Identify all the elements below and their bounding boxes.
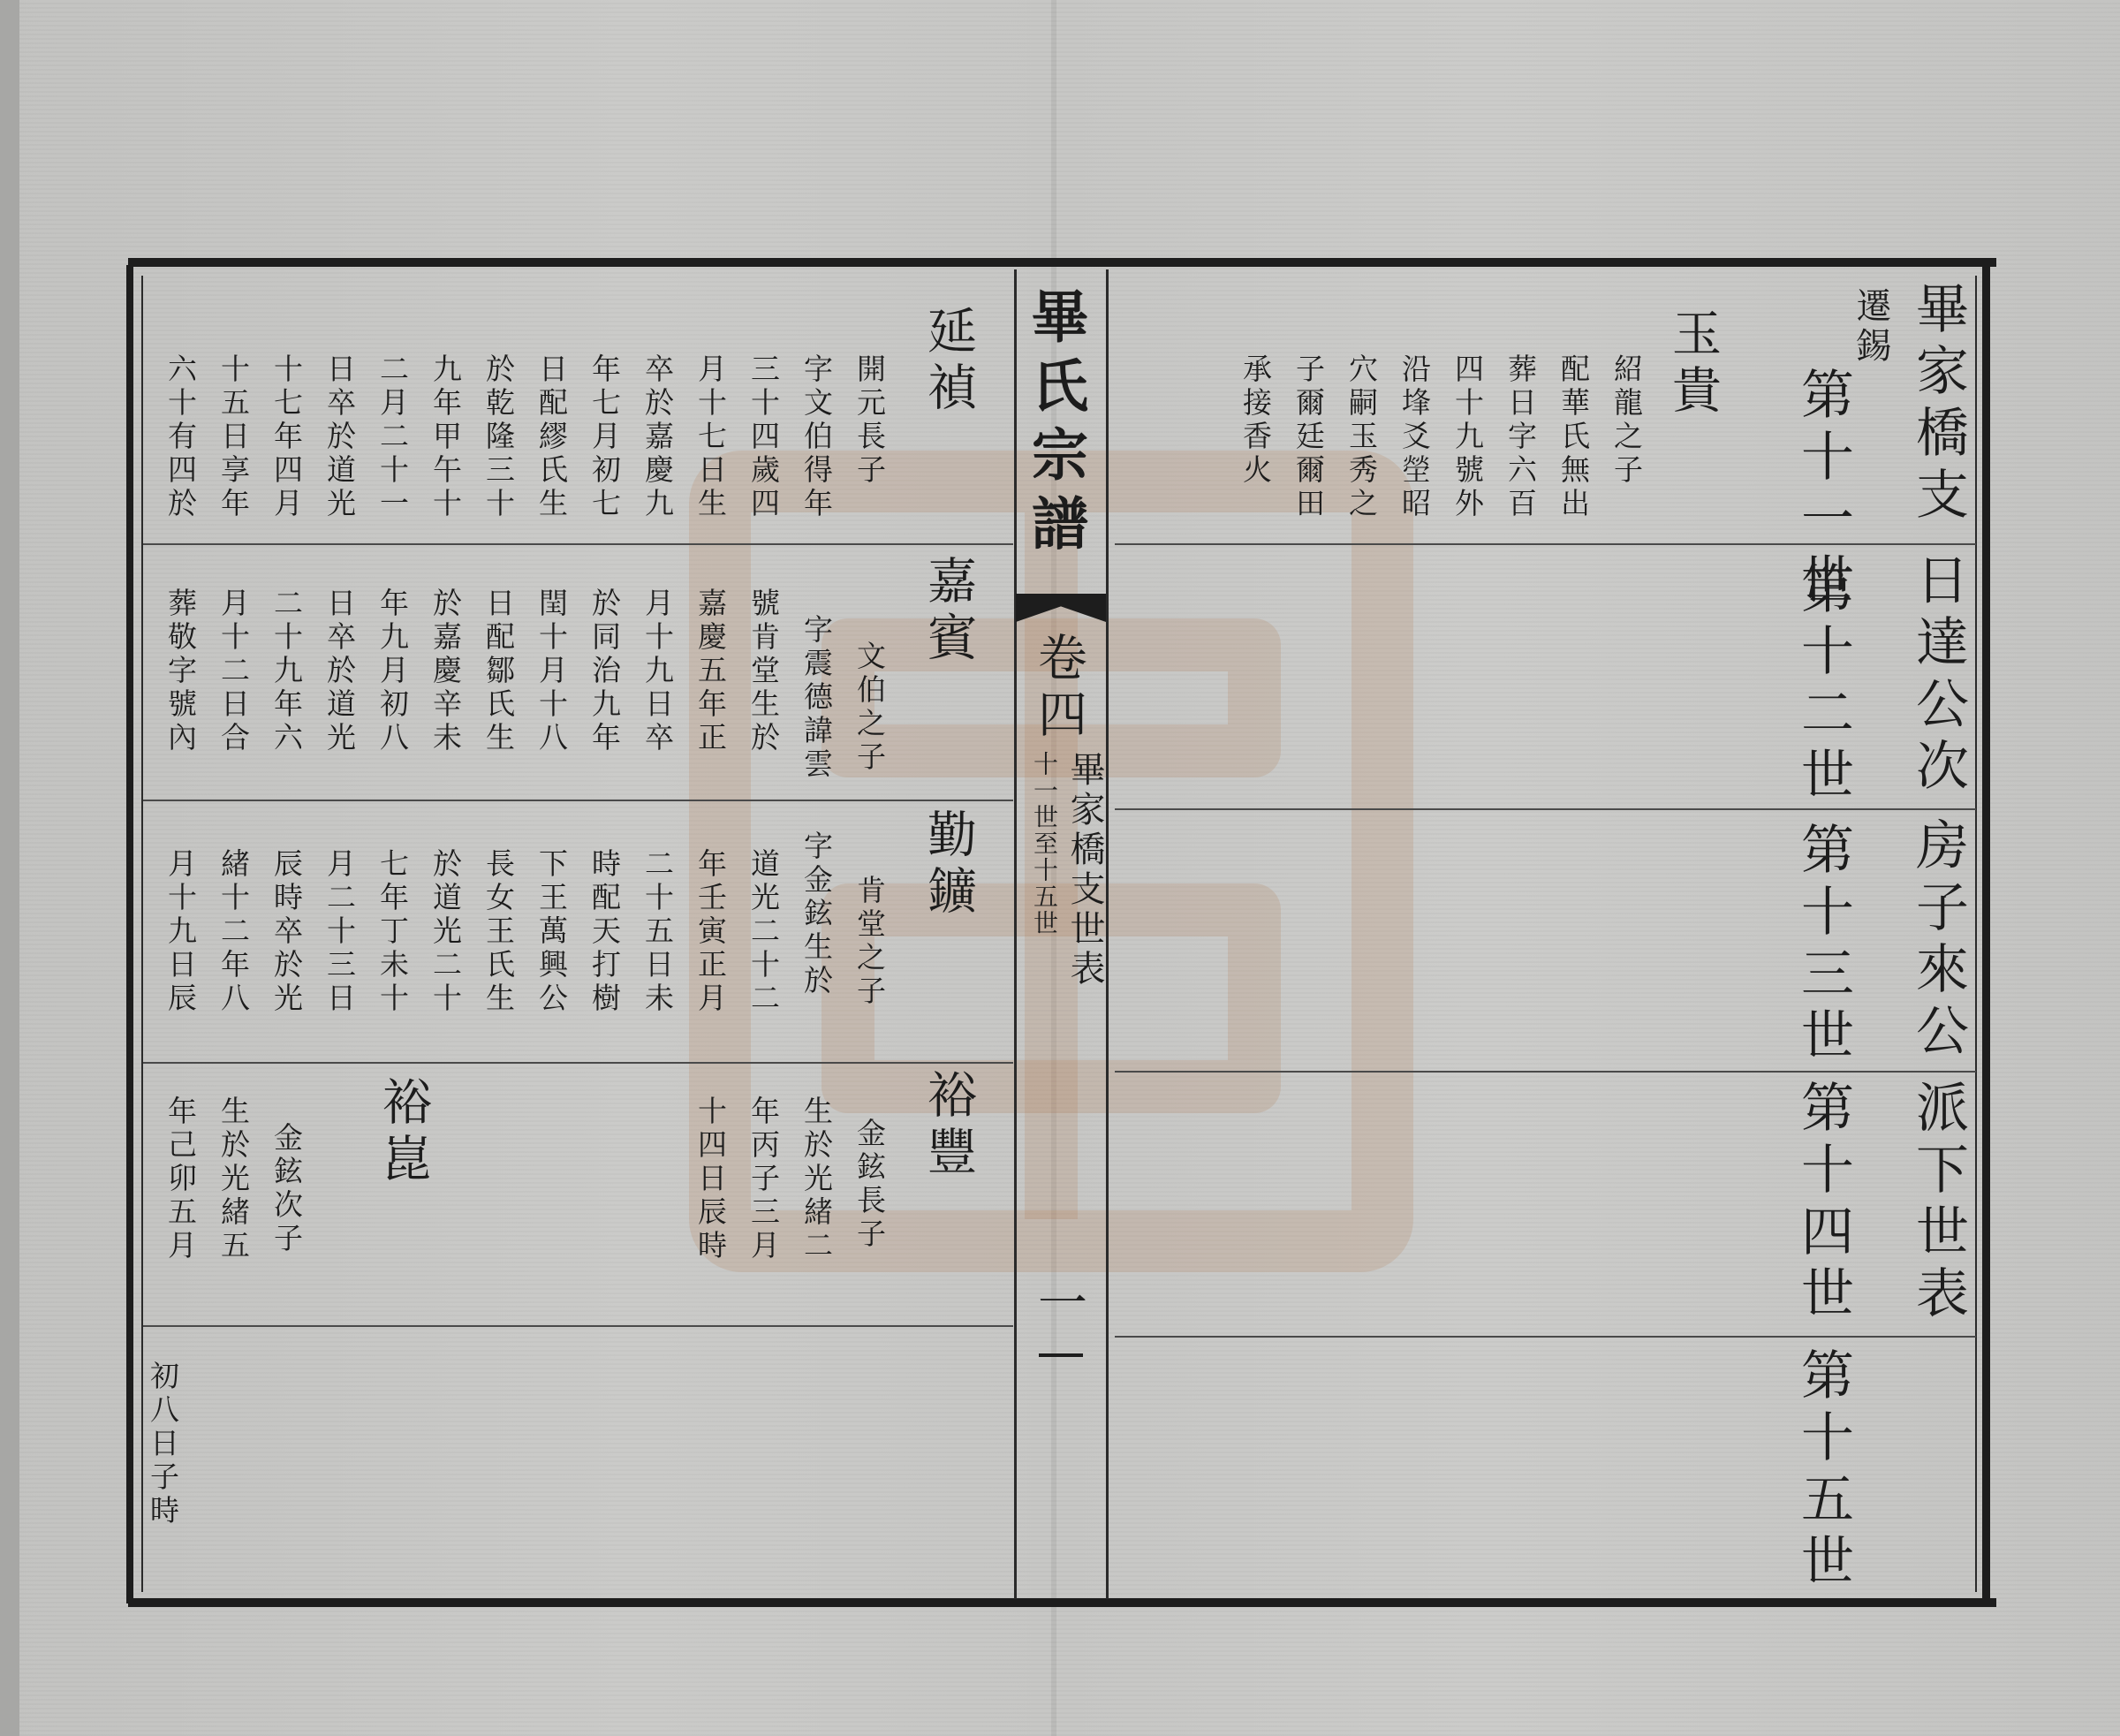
section-label: 畢家橋支世表: [1064, 751, 1105, 989]
register-rule: [1115, 808, 1976, 810]
entry-line: 日配繆氏生: [534, 353, 569, 521]
entry-line: 時配天打樹: [587, 848, 622, 1016]
entry-line: 開元長子: [852, 353, 887, 488]
frame-border-top: [128, 258, 1996, 267]
entry-line: 葬日字六百: [1503, 353, 1538, 521]
spine-rule-right: [1106, 269, 1109, 1599]
entry-line: 紹龍之子: [1609, 353, 1644, 488]
person-name: 延禎: [920, 305, 977, 418]
person-name: 玉貴: [1664, 307, 1722, 421]
register-rule: [143, 1325, 1013, 1327]
entry-line: 年丙子三月: [746, 1095, 781, 1263]
frame-border-right: [1982, 265, 1990, 1603]
entry-line: 七年丁未十: [375, 848, 410, 1016]
person-name: 勤鑛: [920, 808, 977, 921]
entry-line: 年己卯五月: [163, 1095, 198, 1263]
entry-line: 道光二十二: [746, 848, 781, 1016]
generation-12: 第十二世: [1792, 561, 1854, 808]
entry-line: 下王萬興公: [534, 848, 569, 1016]
entry-line: 沿埄爻塋昭: [1397, 353, 1432, 521]
entry-line: 號肯堂生於: [746, 588, 781, 755]
entry-line: 緒十二年八: [216, 848, 251, 1016]
entry-line: 子爾廷爾田: [1291, 353, 1326, 521]
entry-line: 配華氏無出: [1556, 353, 1591, 521]
table-label: 派下世表: [1907, 1080, 1969, 1327]
register-rule: [1115, 1071, 1976, 1073]
entry-line: 金鉉長子: [852, 1118, 887, 1252]
entry-line: 二十五日未: [640, 848, 675, 1016]
entry-line: 月十九日卒: [640, 588, 675, 755]
entry-line: 肯堂之子: [852, 875, 887, 1009]
entry-line: 葬敬字號內: [163, 588, 198, 755]
entry-line: 三十四歲四: [746, 353, 781, 521]
page-number: 一: [1030, 1277, 1087, 1333]
entry-line: 生於光緒二: [799, 1095, 834, 1263]
entry-line: 字文伯得年: [799, 353, 834, 521]
entry-line: 承接香火: [1238, 353, 1273, 488]
spine-rule-left: [1014, 269, 1017, 1599]
register-rule: [143, 800, 1013, 801]
entry-line: 生於光緒五: [216, 1095, 251, 1263]
person-name: 嘉賓: [920, 555, 977, 668]
generation-range: 十一世至十五世: [1030, 751, 1059, 936]
entry-line: 長女王氏生: [481, 848, 516, 1016]
entry-line: 月十二日合: [216, 588, 251, 755]
entry-line: 二月二十一: [375, 353, 410, 521]
entry-line: 十五日享年: [216, 353, 251, 521]
entry-line: 年七月初七: [587, 353, 622, 521]
entry-line: 初八日子時: [146, 1361, 180, 1528]
entry-line: 九年甲午十: [428, 353, 463, 521]
entry-line: 於乾隆三十: [481, 353, 516, 521]
entry-line: 穴嗣玉秀之: [1344, 353, 1379, 521]
page-edge: [0, 0, 19, 1736]
entry-line: 月十七日生: [693, 353, 728, 521]
entry-line: 月十九日辰: [163, 848, 198, 1016]
spine-bottom-mark: [1039, 1353, 1083, 1357]
branch-heading: 畢家橋支: [1907, 281, 1969, 528]
register-rule: [143, 1062, 1013, 1064]
entry-line: 日卒於道光: [322, 588, 357, 755]
entry-line: 閏十月十八: [534, 588, 569, 755]
generation-14: 第十四世: [1792, 1080, 1854, 1327]
entry-line: 字震德諱雲: [799, 614, 834, 782]
entry-line: 六十有四於: [163, 353, 198, 521]
book-title: 畢氏宗譜: [1022, 287, 1088, 563]
frame-inner-left: [141, 276, 143, 1592]
person-name: 裕豐: [920, 1069, 977, 1182]
migration-note: 遷錫: [1851, 287, 1891, 367]
generation-11: 第十一世: [1792, 367, 1854, 614]
entry-line: 日配鄒氏生: [481, 588, 516, 755]
frame-inner-right: [1975, 276, 1977, 1592]
entry-line: 辰時卒於光: [269, 848, 304, 1016]
ancestor-line: 日達公次: [1907, 552, 1969, 800]
branch-line: 房子來公: [1907, 817, 1969, 1065]
entry-line: 於同治九年: [587, 588, 622, 755]
entry-line: 十四日辰時: [693, 1095, 728, 1263]
entry-line: 二十九年六: [269, 588, 304, 755]
entry-line: 字金鉉生於: [799, 830, 834, 998]
register-rule: [143, 543, 1013, 545]
entry-line: 於道光二十: [428, 848, 463, 1016]
entry-line: 於嘉慶辛未: [428, 588, 463, 755]
frame-border-left: [126, 265, 133, 1603]
entry-line: 金鉉次子: [269, 1122, 304, 1256]
entry-line: 日卒於道光: [322, 353, 357, 521]
entry-line: 四十九號外: [1450, 353, 1485, 521]
entry-line: 嘉慶五年正: [693, 588, 728, 755]
frame-border-bottom: [128, 1598, 1996, 1607]
entry-line: 文伯之子: [852, 641, 887, 775]
generation-15: 第十五世: [1792, 1347, 1854, 1595]
entry-line: 年壬寅正月: [693, 848, 728, 1016]
entry-line: 卒於嘉慶九: [640, 353, 675, 521]
entry-line: 十七年四月: [269, 353, 304, 521]
generation-13: 第十三世: [1792, 822, 1854, 1069]
entry-line: 月二十三日: [322, 848, 357, 1016]
entry-line: 年九月初八: [375, 588, 410, 755]
volume-label: 卷四: [1030, 632, 1087, 745]
person-name: 裕崑: [375, 1076, 432, 1189]
register-rule: [1115, 1336, 1976, 1338]
